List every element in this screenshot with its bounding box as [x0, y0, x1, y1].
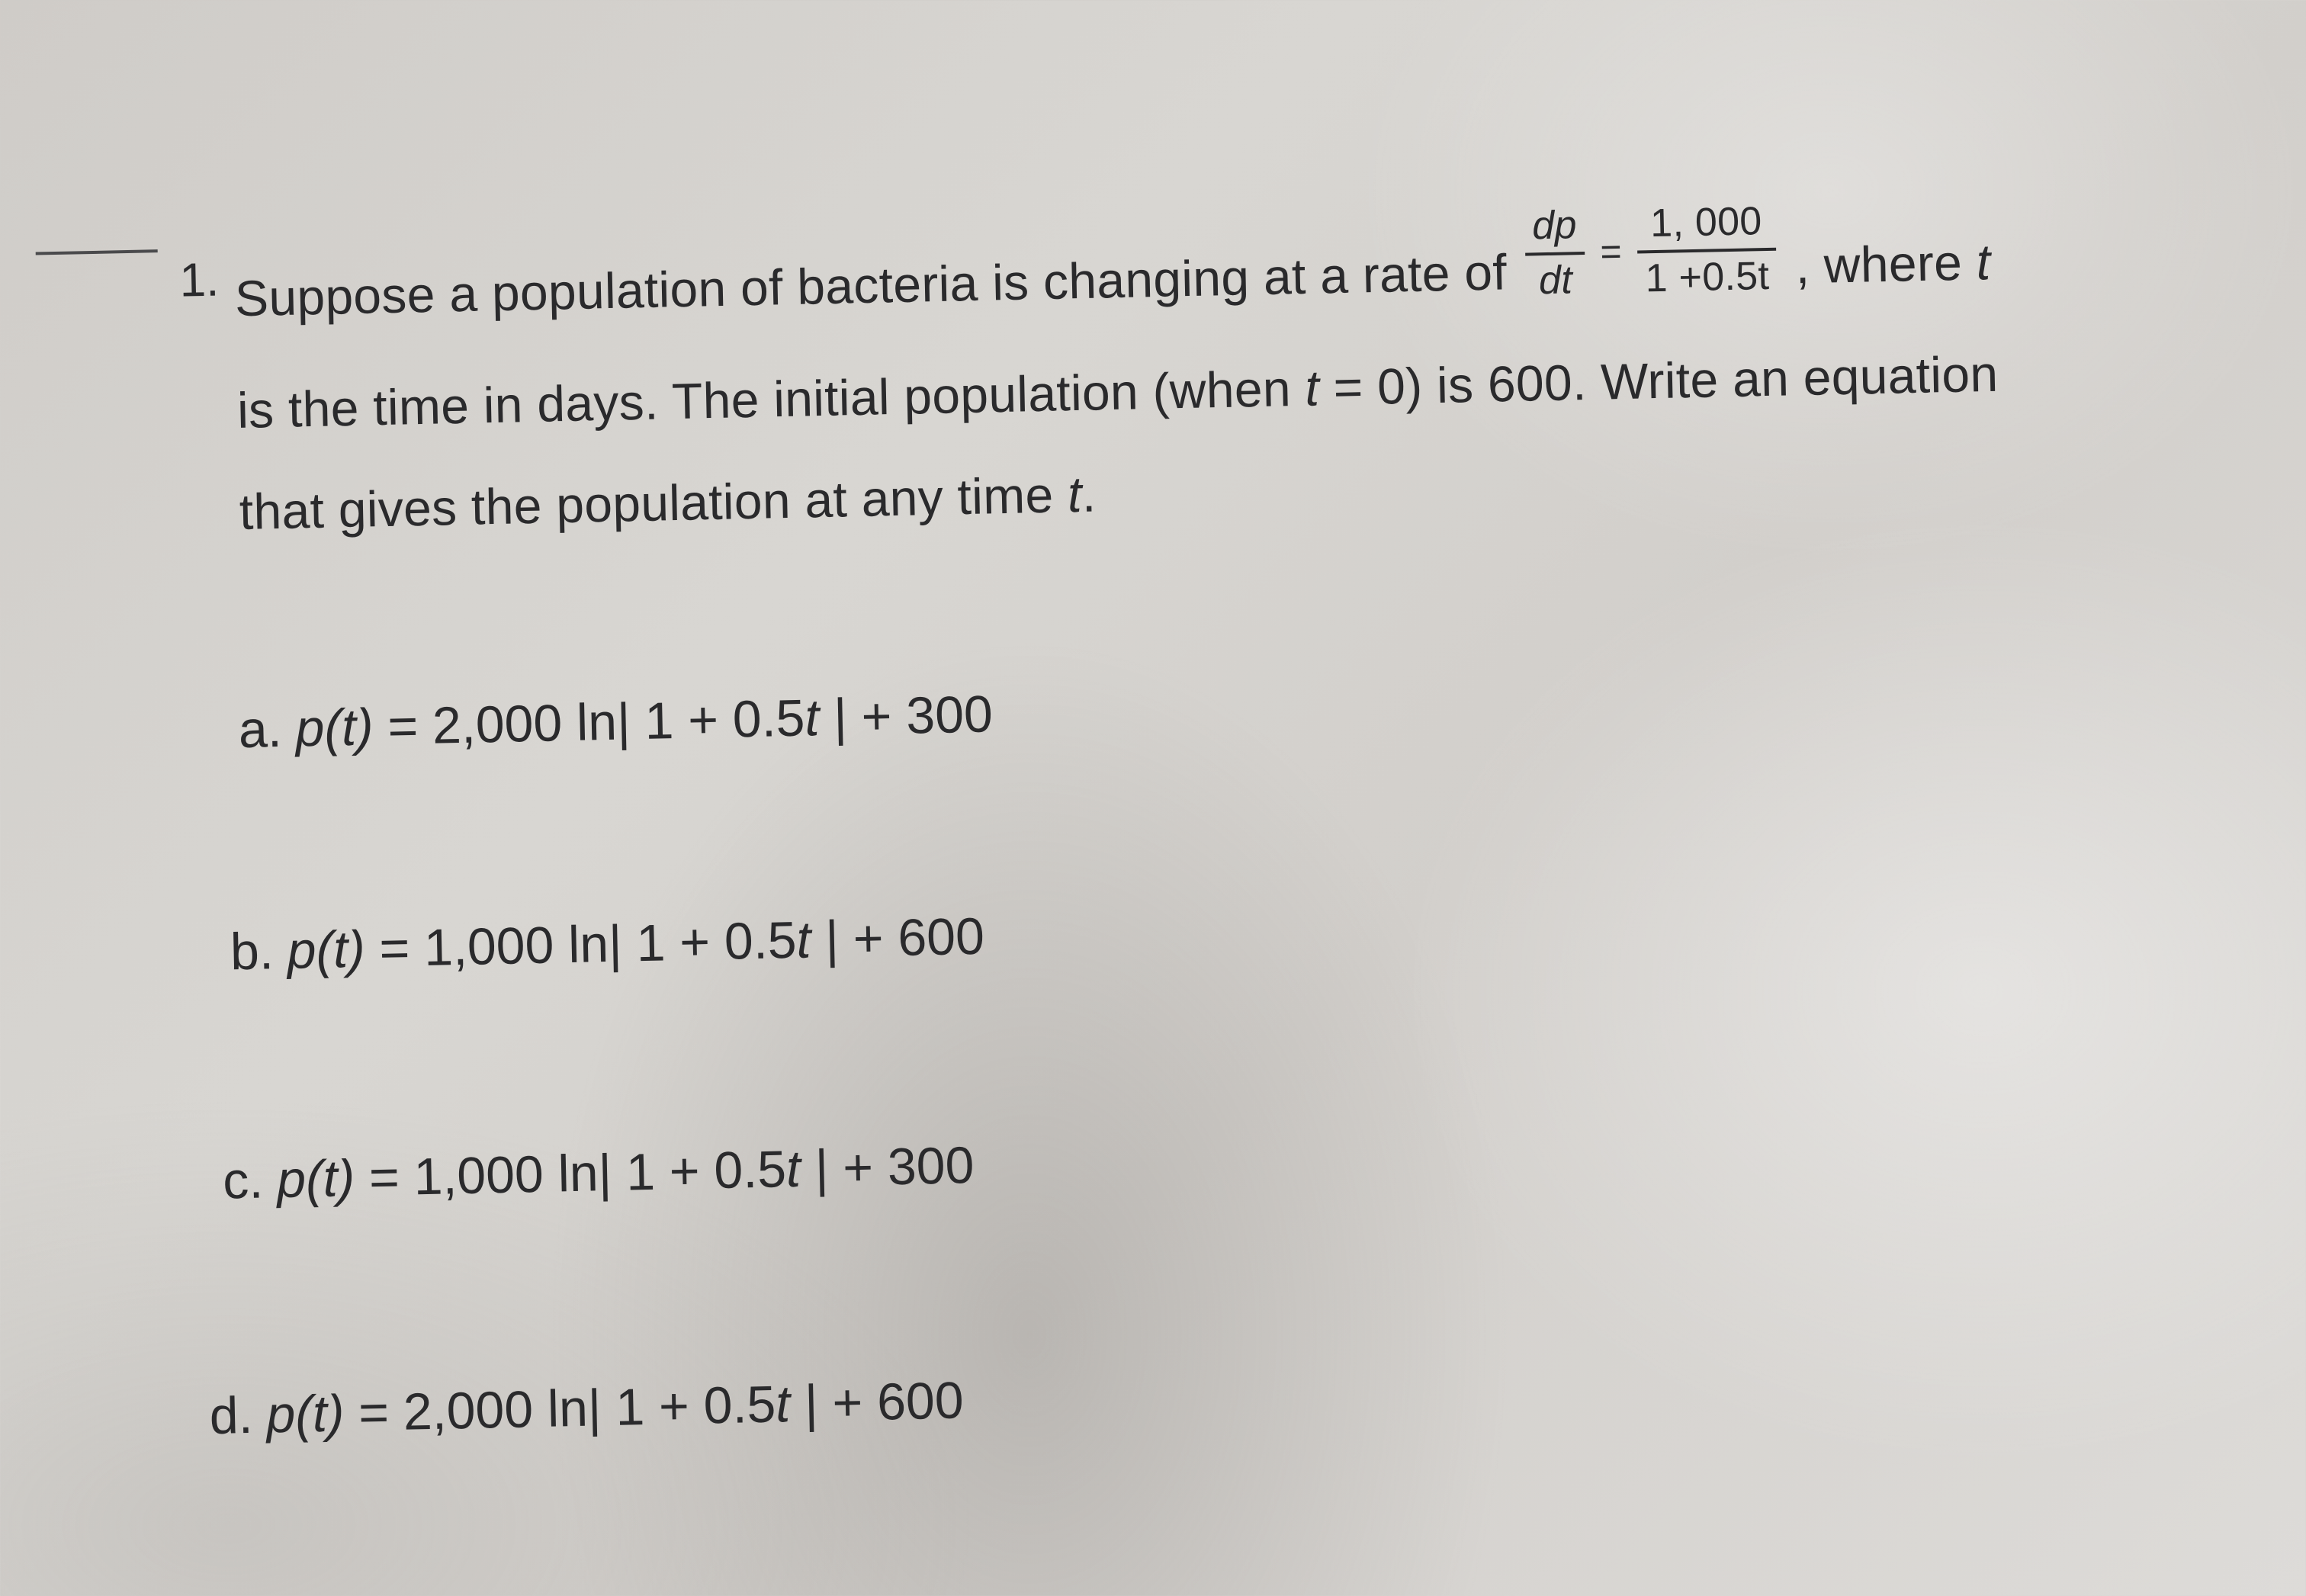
question-text-part-2: is the time in days. The initial population (when — [236, 360, 1292, 439]
choice-expression: = 1,000 ln| 1 + 0.5 — [378, 910, 798, 978]
choice-function: p(t) — [276, 1149, 355, 1209]
choice-expression: = 2,000 ln| 1 + 0.5 — [358, 1375, 776, 1442]
choice-a[interactable] — [238, 684, 993, 759]
derivative-denominator: dt — [1538, 258, 1573, 303]
rate-numerator: 1, 000 — [1636, 199, 1776, 254]
question-text-where: , where — [1794, 233, 1963, 294]
variable-t: t — [1975, 233, 1992, 291]
variable-t: t — [785, 1139, 801, 1199]
choice-expression: = 1,000 ln| 1 + 0.5 — [368, 1140, 787, 1207]
answer-blank-line — [36, 249, 158, 255]
variable-t: t — [795, 910, 812, 969]
choice-expression-end: | + 600 — [804, 1371, 965, 1433]
choice-letter: b. — [230, 922, 275, 981]
choice-expression-end: | + 300 — [814, 1136, 975, 1198]
choice-letter: d. — [208, 1386, 254, 1446]
variable-t: t — [804, 689, 821, 747]
choice-function: p(t) — [265, 1384, 345, 1444]
variable-t: t — [1067, 465, 1083, 523]
choice-b[interactable] — [230, 907, 984, 982]
question-line-1 — [234, 199, 1992, 353]
choice-d[interactable] — [209, 1370, 964, 1446]
choice-expression-end: | + 600 — [824, 907, 985, 969]
choice-expression: = 2,000 ln| 1 + 0.5 — [387, 689, 806, 756]
choice-function: p(t) — [294, 698, 374, 758]
derivative-fraction — [1524, 203, 1586, 304]
choice-expression-end: | + 300 — [833, 685, 994, 747]
variable-t: t — [775, 1375, 791, 1434]
question-number: 1. — [178, 253, 220, 307]
choice-c[interactable] — [222, 1135, 975, 1211]
question-text-part-4: that gives the population at any time — [239, 466, 1055, 541]
choice-letter: a. — [238, 699, 283, 759]
rate-denominator: 1 +0.5t — [1644, 253, 1770, 301]
question-line-3 — [239, 464, 1097, 541]
derivative-numerator: dp — [1524, 203, 1585, 255]
equals-sign: = — [1599, 232, 1623, 273]
question-text-part-3: = 0) is 600. Write an equation — [1332, 345, 1999, 416]
rate-fraction — [1636, 199, 1777, 302]
question-text-part-1: Suppose a population of bacteria is changing at a rate of — [234, 243, 1508, 327]
question-line-2 — [236, 345, 1999, 439]
choice-function: p(t) — [286, 920, 366, 980]
variable-t: t — [1304, 359, 1320, 416]
question-period: . — [1081, 465, 1097, 522]
choice-letter: c. — [222, 1151, 264, 1210]
